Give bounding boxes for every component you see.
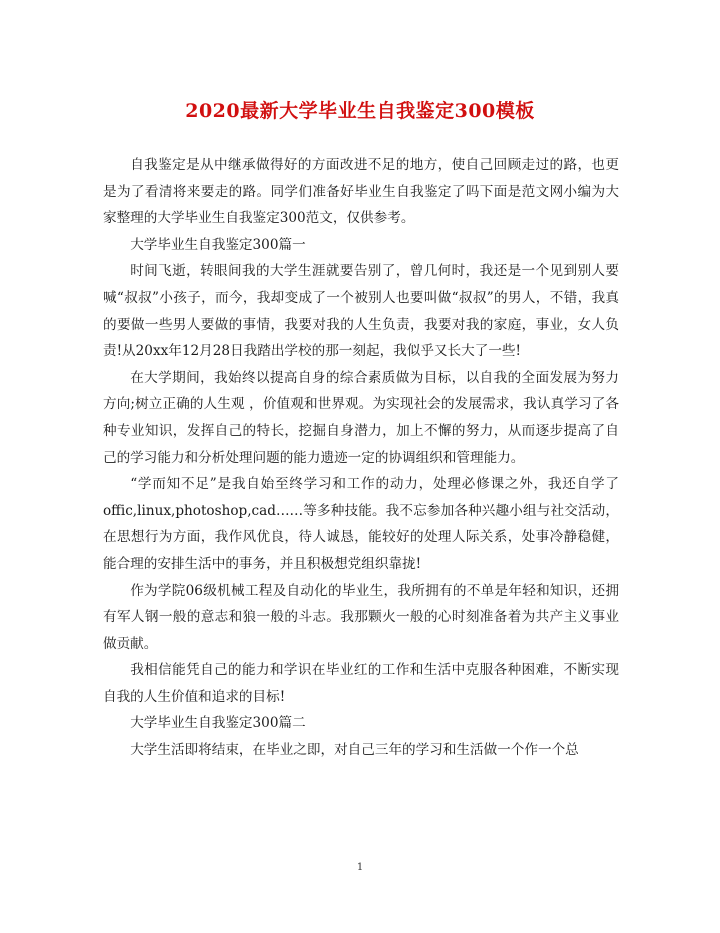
body-paragraph: 我相信能凭自己的能力和学识在毕业红的工作和生活中克服各种困难，不断实现自我的人生价值和追求的目标! <box>103 662 619 705</box>
body-paragraph: 时间飞逝，转眼间我的大学生涯就要告别了，曾几何时，我还是一个见到别人要喊“叔叔”小孩子，而今，我却变成了一个被别人也要叫做“叔叔”的男人，不错，我真的要做一些男人要做的事情，我要对我的人生负责，我要对我的家庭，事业，女人负责!从20xx年12月28日我踏出学校的那一刻起，我似乎又长大了一些! <box>103 263 619 360</box>
section-heading-2: 大学毕业生自我鉴定300篇二 <box>130 715 306 732</box>
document-body <box>103 152 619 764</box>
body-paragraph: “学而知不足”是我自始至终学习和工作的动力，处理必修课之外，我还自学了offic,linux,photoshop,cad……等多种技能。我不忘参加各种兴趣小组与社交活动，在思想行为方面，我作风优良，待人诚恳，能较好的处理人际关系，处事冷静稳健，能合理的安排生活中的事务，并且积极想党组织靠拢! <box>103 476 619 572</box>
body-paragraph: 作为学院06级机械工程及自动化的毕业生，我所拥有的不单是年轻和知识，还拥有军人钢一般的意志和狼一般的斗志。我那颗火一般的心时刻准备着为共产主义事业做贡献。 <box>103 582 619 652</box>
page-number: 1 <box>356 862 364 873</box>
section-heading-1: 大学毕业生自我鉴定300篇一 <box>130 236 306 253</box>
document-title: 2020最新大学毕业生自我鉴定300模板 <box>185 100 535 122</box>
body-paragraph: 在大学期间，我始终以提高自身的综合素质做为目标，以自我的全面发展为努力方向;树立正确的人生观 ，价值观和世界观。为实现社会的发展需求，我认真学习了各种专业知识，发挥自己的特长，挖掘自身潜力，加上不懈的努力，从而逐步提高了自己的学习能力和分析处理问题的能力遗迹一定的协调组织和管理能力。 <box>103 369 619 466</box>
body-paragraph: 大学生活即将结束，在毕业之即，对自己三年的学习和生活做一个作一个总 <box>130 742 579 759</box>
intro-paragraph: 自我鉴定是从中继承做得好的方面改进不足的地方，使自己回顾走过的路，也更是为了看清将来要走的路。同学们准备好毕业生自我鉴定了吗下面是范文网小编为大家整理的大学毕业生自我鉴定300范文，仅供参考。 <box>103 157 619 227</box>
